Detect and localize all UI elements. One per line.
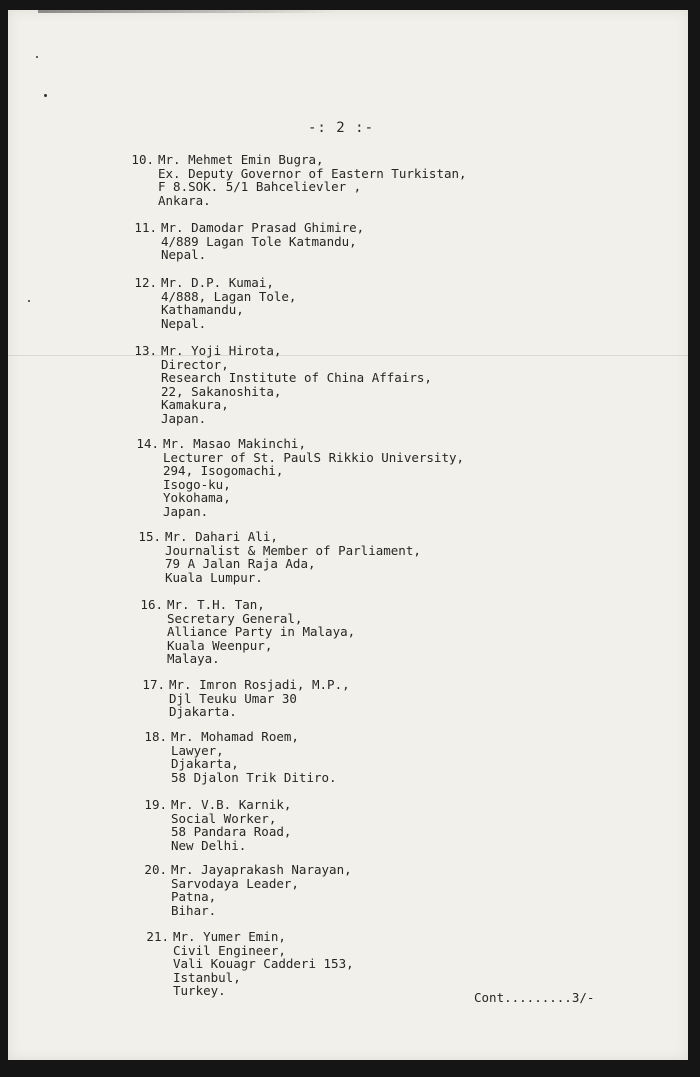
address-entry: [146, 929, 354, 998]
entry-address-line: 58 Pandara Road,: [171, 824, 292, 839]
entry-address-line: 4/889 Lagan Tole Katmandu,: [161, 233, 357, 249]
entry-number: 18.: [144, 729, 167, 744]
entry-address-line: Kathamandu,: [161, 302, 244, 317]
entry-address-line: Secretary General,: [167, 610, 303, 626]
entry-address-line: Ankara.: [158, 192, 211, 208]
entry-address-line: 4/888, Lagan Tole,: [161, 288, 297, 304]
entry-number: 21.: [146, 929, 169, 944]
entry-number: 15.: [138, 529, 161, 544]
entry-address-line: 22, Sakanoshita,: [161, 383, 282, 399]
entry-address-line: Istanbul,: [173, 969, 241, 985]
entry-number: 13.: [134, 343, 157, 358]
paper-speck: [36, 56, 38, 58]
entry-address-line: 79 A Jalan Raja Ada,: [165, 556, 316, 571]
entry-name: Mr. T.H. Tan,: [167, 597, 265, 612]
entry-address-line: Djakarta,: [171, 756, 239, 771]
entry-address-line: 294, Isogomachi,: [163, 463, 284, 478]
entry-address-line: Isogo-ku,: [163, 476, 231, 492]
address-entry: [144, 862, 352, 918]
entry-number: 11.: [134, 220, 157, 235]
entry-address-line: F 8.SOK. 5/1 Bahcelievler ,: [158, 179, 362, 194]
address-entry: [138, 529, 421, 585]
entry-address-line: Director,: [161, 356, 229, 372]
continuation-note: Cont.........3/-: [474, 990, 595, 1005]
address-entry: [131, 152, 467, 208]
entry-address-line: Sarvodaya Leader,: [171, 875, 299, 891]
entry-number: 12.: [134, 275, 157, 290]
entry-number: 16.: [140, 597, 163, 612]
top-edge-marks: [38, 10, 338, 13]
entry-address-line: Kuala Weenpur,: [167, 637, 273, 653]
address-entry: [142, 677, 350, 719]
entry-address-line: Malaya.: [167, 651, 220, 666]
entry-address-line: Japan.: [163, 503, 209, 519]
entry-address-line: Research Institute of China Affairs,: [161, 370, 432, 385]
entry-address-line: Nepal.: [161, 247, 207, 262]
address-entry: [144, 729, 337, 785]
entry-address-line: Patna,: [171, 889, 217, 904]
address-entry: [136, 436, 465, 519]
paper-speck: [44, 94, 47, 97]
entry-address-line: Vali Kouagr Cadderi 153,: [173, 956, 354, 971]
entry-name: Mr. V.B. Karnik,: [171, 797, 292, 812]
entry-address-line: Journalist & Member of Parliament,: [165, 542, 421, 558]
entry-address-line: Yokohama,: [163, 490, 231, 505]
address-entry: [134, 275, 297, 331]
entry-address-line: Lawyer,: [171, 742, 224, 758]
entry-name: Mr. Damodar Prasad Ghimire,: [161, 220, 365, 235]
entry-name: Mr. Yoji Hirota,: [161, 343, 282, 358]
entry-address-line: Kuala Lumpur.: [165, 569, 263, 585]
entry-name: Mr. Mehmet Emin Bugra,: [158, 152, 324, 167]
entry-address-line: Nepal.: [161, 315, 207, 331]
entry-number: 10.: [131, 152, 154, 167]
entry-number: 20.: [144, 862, 167, 877]
entry-name: Mr. Jayaprakash Narayan,: [171, 862, 352, 877]
address-entry: [134, 220, 365, 262]
paper-speck: [28, 300, 30, 302]
address-entry: [140, 597, 356, 666]
entry-address-line: Ex. Deputy Governor of Eastern Turkistan,: [158, 165, 467, 181]
address-entry: [134, 343, 432, 426]
entry-name: Mr. Dahari Ali,: [165, 529, 278, 544]
entry-address-line: Alliance Party in Malaya,: [167, 624, 356, 639]
entry-name: Mr. Masao Makinchi,: [163, 436, 306, 451]
entry-name: Mr. Imron Rosjadi, M.P.,: [169, 677, 350, 692]
entry-number: 14.: [136, 436, 159, 451]
document-page: [8, 10, 688, 1060]
page-number: -: 2 :-: [308, 120, 375, 136]
entry-address-line: Bihar.: [171, 902, 217, 918]
entry-number: 17.: [142, 677, 165, 692]
entry-address-line: 58 Djalon Trik Ditiro.: [171, 769, 337, 785]
entry-address-line: Social Worker,: [171, 810, 277, 826]
address-entry: [144, 797, 292, 853]
entry-address-line: New Delhi.: [171, 837, 247, 853]
entry-address-line: Lecturer of St. PaulS Rikkio University,: [163, 449, 465, 465]
entry-address-line: Turkey.: [173, 983, 226, 998]
entry-address-line: Djl Teuku Umar 30: [169, 690, 297, 706]
entry-name: Mr. D.P. Kumai,: [161, 275, 274, 290]
entry-name: Mr. Mohamad Roem,: [171, 729, 299, 744]
entry-number: 19.: [144, 797, 167, 812]
entry-address-line: Djakarta.: [169, 704, 237, 719]
entry-address-line: Japan.: [161, 410, 207, 426]
entry-address-line: Civil Engineer,: [173, 942, 286, 958]
entry-address-line: Kamakura,: [161, 397, 229, 412]
entry-name: Mr. Yumer Emin,: [173, 929, 286, 944]
